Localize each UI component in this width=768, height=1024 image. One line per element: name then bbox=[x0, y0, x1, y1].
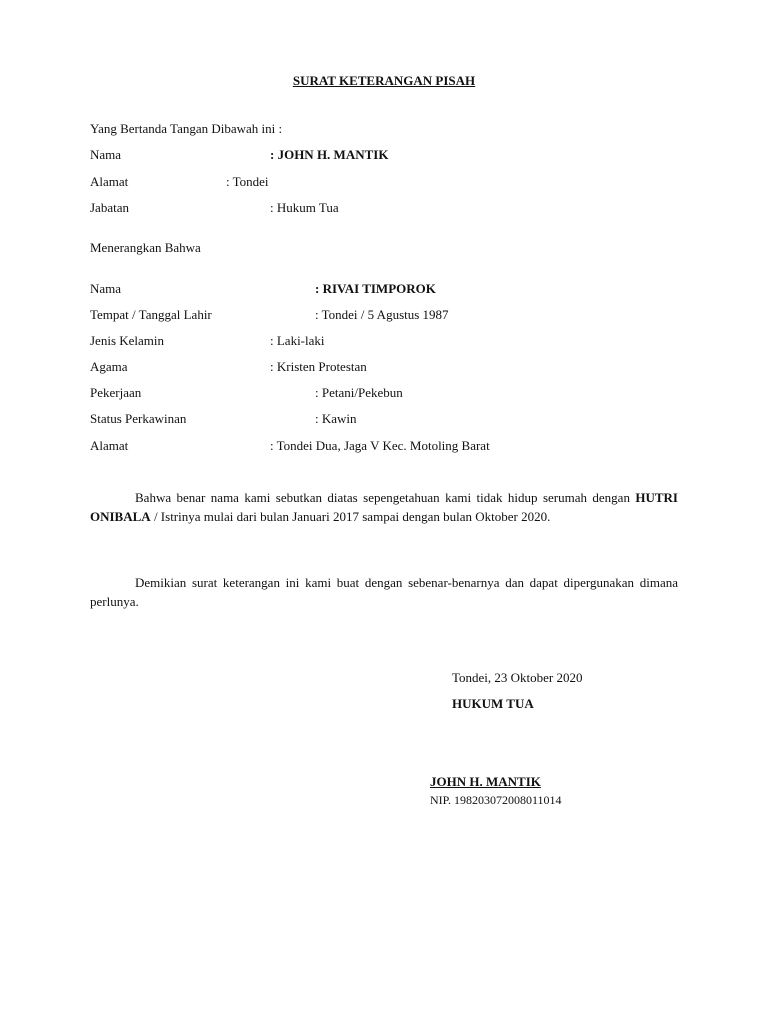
signer-address-label: Alamat bbox=[90, 174, 129, 189]
signer-address-value: : Tondei bbox=[226, 174, 269, 189]
statement-text-part2: / Istrinya mulai dari bulan Januari 2017 sampai dengan bulan Oktober 2020. bbox=[153, 508, 551, 524]
spouse-name: HUTRI ONIBALA bbox=[90, 490, 678, 524]
signer-name-label: Nama bbox=[90, 147, 122, 162]
subject-religion-label: Agama bbox=[90, 359, 128, 374]
subject-birth-label: Tempat / Tanggal Lahir bbox=[90, 307, 212, 322]
statement-paragraph bbox=[90, 489, 678, 526]
subject-marital-value: : Kawin bbox=[315, 411, 357, 426]
subject-birth-value: : Tondei / 5 Agustus 1987 bbox=[315, 307, 449, 322]
closing-paragraph bbox=[90, 574, 678, 611]
closing-text: Demikian surat keterangan ini kami buat dengan sebenar-benarnya dan dapat dipergunakan dimana perlunya. bbox=[90, 575, 678, 609]
subject-address-label: Alamat bbox=[90, 438, 129, 453]
subject-gender-label: Jenis Kelamin bbox=[90, 333, 165, 348]
subject-occupation-value: : Petani/Pekebun bbox=[315, 385, 403, 400]
signer-position-label: Jabatan bbox=[90, 200, 129, 215]
signer-name-signature: JOHN H. MANTIK bbox=[430, 774, 541, 789]
signer-position-value: : Hukum Tua bbox=[270, 200, 339, 215]
subject-name-value: : RIVAI TIMPOROK bbox=[315, 281, 436, 296]
declares-text: Menerangkan Bahwa bbox=[90, 240, 201, 255]
signer-position-title: HUKUM TUA bbox=[452, 696, 534, 711]
place-date: Tondei, 23 Oktober 2020 bbox=[452, 670, 583, 685]
document-title: SURAT KETERANGAN PISAH bbox=[292, 73, 476, 88]
subject-marital-label: Status Perkawinan bbox=[90, 411, 187, 426]
signer-name-value: : JOHN H. MANTIK bbox=[270, 147, 389, 162]
statement-text-part1: Bahwa benar nama kami sebutkan diatas sepengetahuan kami tidak hidup serumah dengan bbox=[135, 490, 630, 505]
subject-name-label: Nama bbox=[90, 281, 122, 296]
subject-address-value: : Tondei Dua, Jaga V Kec. Motoling Barat bbox=[270, 438, 490, 453]
intro-text: Yang Bertanda Tangan Dibawah ini : bbox=[90, 121, 283, 136]
subject-occupation-label: Pekerjaan bbox=[90, 385, 142, 400]
signer-nip: NIP. 198203072008011014 bbox=[430, 793, 562, 807]
subject-gender-value: : Laki-laki bbox=[270, 333, 325, 348]
subject-religion-value: : Kristen Protestan bbox=[270, 359, 367, 374]
